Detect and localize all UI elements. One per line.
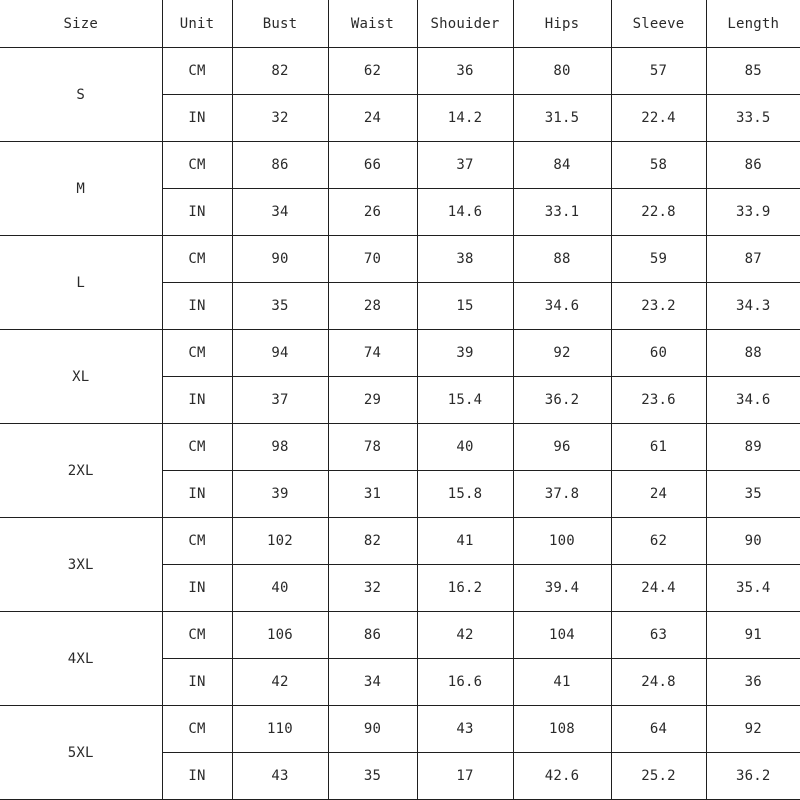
- measurement-cell: 106: [232, 612, 328, 659]
- measurement-cell: 57: [611, 48, 706, 95]
- measurement-cell: 104: [513, 612, 611, 659]
- measurement-cell: 35: [328, 753, 417, 800]
- measurement-cell: 90: [328, 706, 417, 753]
- measurement-cell: 84: [513, 142, 611, 189]
- measurement-cell: 89: [706, 424, 800, 471]
- size-cell: S: [0, 48, 162, 142]
- table-row: [0, 706, 800, 753]
- measurement-cell: 70: [328, 236, 417, 283]
- measurement-cell: 82: [328, 518, 417, 565]
- header-length: Length: [706, 0, 800, 48]
- unit-cell: CM: [162, 142, 232, 189]
- measurement-cell: 90: [706, 518, 800, 565]
- unit-cell: IN: [162, 189, 232, 236]
- measurement-cell: 36.2: [513, 377, 611, 424]
- measurement-cell: 25.2: [611, 753, 706, 800]
- header-size: Size: [0, 0, 162, 48]
- measurement-cell: 34.6: [706, 377, 800, 424]
- measurement-cell: 16.2: [417, 565, 513, 612]
- measurement-cell: 86: [232, 142, 328, 189]
- unit-cell: CM: [162, 518, 232, 565]
- size-cell: 4XL: [0, 612, 162, 706]
- measurement-cell: 35: [232, 283, 328, 330]
- measurement-cell: 33.5: [706, 95, 800, 142]
- header-shoulder: Shouider: [417, 0, 513, 48]
- measurement-cell: 78: [328, 424, 417, 471]
- header-hips: Hips: [513, 0, 611, 48]
- measurement-cell: 42: [417, 612, 513, 659]
- table-row: [0, 142, 800, 189]
- measurement-cell: 36: [706, 659, 800, 706]
- measurement-cell: 86: [706, 142, 800, 189]
- measurement-cell: 37: [417, 142, 513, 189]
- measurement-cell: 80: [513, 48, 611, 95]
- measurement-cell: 43: [232, 753, 328, 800]
- measurement-cell: 39: [232, 471, 328, 518]
- measurement-cell: 24.4: [611, 565, 706, 612]
- measurement-cell: 38: [417, 236, 513, 283]
- unit-cell: IN: [162, 471, 232, 518]
- measurement-cell: 14.2: [417, 95, 513, 142]
- measurement-cell: 29: [328, 377, 417, 424]
- header-row: [0, 0, 800, 48]
- measurement-cell: 37.8: [513, 471, 611, 518]
- header-unit: Unit: [162, 0, 232, 48]
- measurement-cell: 110: [232, 706, 328, 753]
- table-row: [0, 612, 800, 659]
- measurement-cell: 31: [328, 471, 417, 518]
- measurement-cell: 88: [706, 330, 800, 377]
- table-row: [0, 330, 800, 377]
- measurement-cell: 35: [706, 471, 800, 518]
- header-sleeve: Sleeve: [611, 0, 706, 48]
- measurement-cell: 33.1: [513, 189, 611, 236]
- measurement-cell: 23.2: [611, 283, 706, 330]
- measurement-cell: 36.2: [706, 753, 800, 800]
- measurement-cell: 86: [328, 612, 417, 659]
- measurement-cell: 36: [417, 48, 513, 95]
- measurement-cell: 16.6: [417, 659, 513, 706]
- measurement-cell: 15.4: [417, 377, 513, 424]
- measurement-cell: 37: [232, 377, 328, 424]
- measurement-cell: 34.3: [706, 283, 800, 330]
- measurement-cell: 39: [417, 330, 513, 377]
- measurement-cell: 62: [328, 48, 417, 95]
- measurement-cell: 85: [706, 48, 800, 95]
- measurement-cell: 91: [706, 612, 800, 659]
- measurement-cell: 15.8: [417, 471, 513, 518]
- table-row: [0, 236, 800, 283]
- measurement-cell: 24.8: [611, 659, 706, 706]
- measurement-cell: 41: [513, 659, 611, 706]
- measurement-cell: 23.6: [611, 377, 706, 424]
- unit-cell: IN: [162, 753, 232, 800]
- measurement-cell: 34: [328, 659, 417, 706]
- unit-cell: CM: [162, 330, 232, 377]
- unit-cell: IN: [162, 283, 232, 330]
- measurement-cell: 96: [513, 424, 611, 471]
- measurement-cell: 34: [232, 189, 328, 236]
- measurement-cell: 92: [513, 330, 611, 377]
- measurement-cell: 60: [611, 330, 706, 377]
- measurement-cell: 88: [513, 236, 611, 283]
- unit-cell: CM: [162, 424, 232, 471]
- measurement-cell: 64: [611, 706, 706, 753]
- measurement-cell: 32: [328, 565, 417, 612]
- table-row: [0, 518, 800, 565]
- measurement-cell: 43: [417, 706, 513, 753]
- size-cell: 3XL: [0, 518, 162, 612]
- measurement-cell: 66: [328, 142, 417, 189]
- measurement-cell: 102: [232, 518, 328, 565]
- measurement-cell: 90: [232, 236, 328, 283]
- measurement-cell: 33.9: [706, 189, 800, 236]
- size-cell: XL: [0, 330, 162, 424]
- measurement-cell: 100: [513, 518, 611, 565]
- unit-cell: CM: [162, 612, 232, 659]
- size-cell: M: [0, 142, 162, 236]
- measurement-cell: 42: [232, 659, 328, 706]
- measurement-cell: 40: [417, 424, 513, 471]
- unit-cell: IN: [162, 377, 232, 424]
- measurement-cell: 42.6: [513, 753, 611, 800]
- size-cell: 5XL: [0, 706, 162, 800]
- measurement-cell: 26: [328, 189, 417, 236]
- measurement-cell: 22.8: [611, 189, 706, 236]
- size-cell: L: [0, 236, 162, 330]
- measurement-cell: 39.4: [513, 565, 611, 612]
- measurement-cell: 82: [232, 48, 328, 95]
- measurement-cell: 41: [417, 518, 513, 565]
- header-waist: Waist: [328, 0, 417, 48]
- measurement-cell: 40: [232, 565, 328, 612]
- table-row: [0, 48, 800, 95]
- unit-cell: IN: [162, 565, 232, 612]
- measurement-cell: 28: [328, 283, 417, 330]
- measurement-cell: 22.4: [611, 95, 706, 142]
- measurement-cell: 63: [611, 612, 706, 659]
- measurement-cell: 32: [232, 95, 328, 142]
- header-bust: Bust: [232, 0, 328, 48]
- unit-cell: IN: [162, 659, 232, 706]
- unit-cell: CM: [162, 236, 232, 283]
- unit-cell: IN: [162, 95, 232, 142]
- measurement-cell: 24: [328, 95, 417, 142]
- measurement-cell: 108: [513, 706, 611, 753]
- measurement-cell: 17: [417, 753, 513, 800]
- measurement-cell: 98: [232, 424, 328, 471]
- table-body: [0, 48, 800, 800]
- measurement-cell: 61: [611, 424, 706, 471]
- unit-cell: CM: [162, 48, 232, 95]
- measurement-cell: 62: [611, 518, 706, 565]
- measurement-cell: 15: [417, 283, 513, 330]
- measurement-cell: 31.5: [513, 95, 611, 142]
- measurement-cell: 34.6: [513, 283, 611, 330]
- measurement-cell: 74: [328, 330, 417, 377]
- measurement-cell: 59: [611, 236, 706, 283]
- measurement-cell: 92: [706, 706, 800, 753]
- measurement-cell: 35.4: [706, 565, 800, 612]
- measurement-cell: 87: [706, 236, 800, 283]
- measurement-cell: 24: [611, 471, 706, 518]
- measurement-cell: 94: [232, 330, 328, 377]
- measurement-cell: 14.6: [417, 189, 513, 236]
- measurement-cell: 58: [611, 142, 706, 189]
- table-row: [0, 424, 800, 471]
- size-cell: 2XL: [0, 424, 162, 518]
- unit-cell: CM: [162, 706, 232, 753]
